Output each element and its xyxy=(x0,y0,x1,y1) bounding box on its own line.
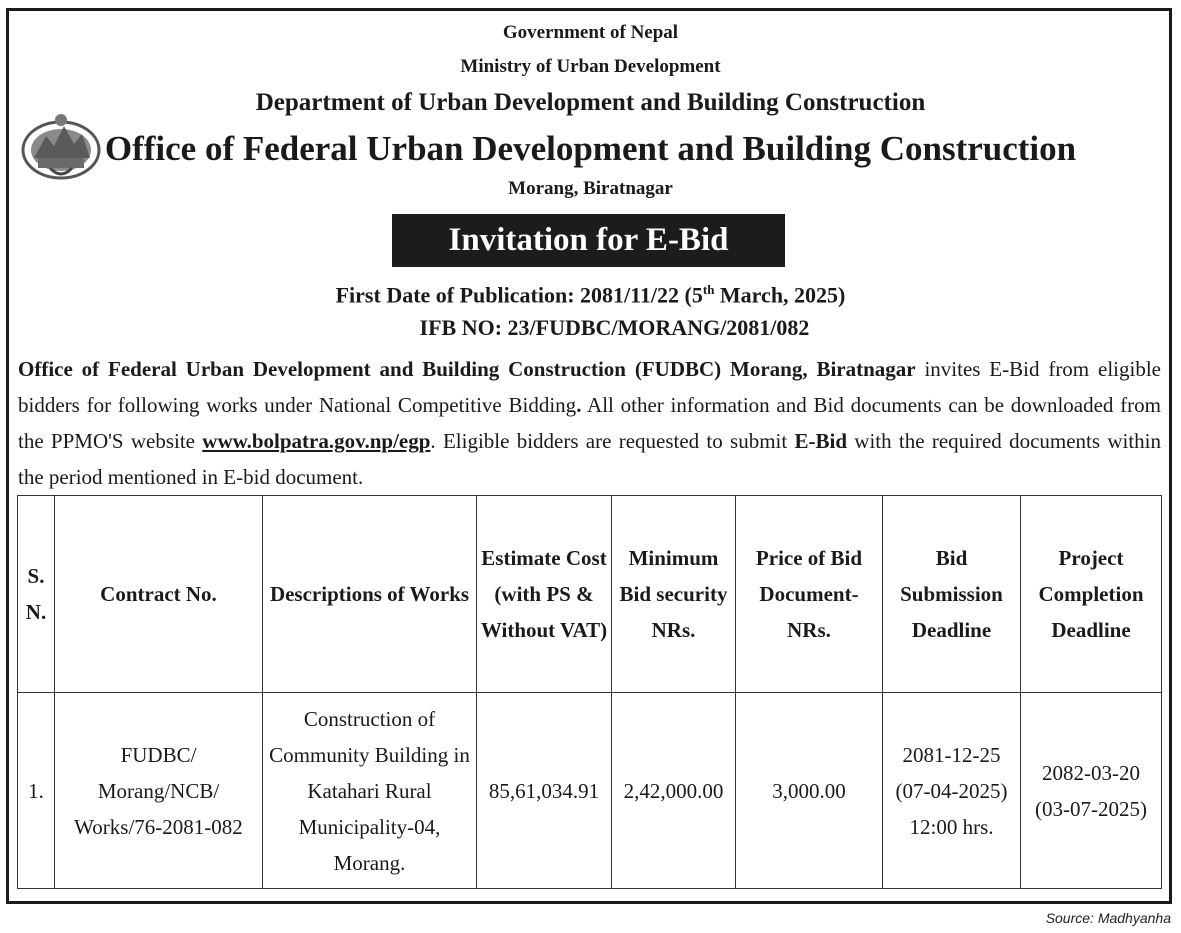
notice-paragraph: Office of Federal Urban Development and Building Construction (FUDBC) Morang, Biratnagar invites E-Bid from eligible bidders for following works under National Competitive Bidding. All other information and Bid documents can be downloaded from the PPMO'S website www.bolpatra.gov.np/egp. Eligible bidders are requested to submit E-Bid with the required documents within the period mentioned in E-bid document. xyxy=(18,357,1161,489)
source-credit: Source: Madhyanha xyxy=(1045,910,1171,926)
cell-sn: 1. xyxy=(18,693,55,889)
cell-bid-security: 2,42,000.00 xyxy=(612,693,736,889)
cell-estimate-cost: 85,61,034.91 xyxy=(477,693,612,889)
cell-completion-deadline: 2082-03-20 (03-07-2025) xyxy=(1021,693,1162,889)
header-sn: S. N. xyxy=(18,496,55,693)
ifb-number: IFB NO: 23/FUDBC/MORANG/2081/082 xyxy=(419,315,810,340)
cell-description: Construction of Community Building in Katahari Rural Municipality-04, Morang. xyxy=(263,693,477,889)
header-document-price: Price of Bid Document-NRs. xyxy=(736,496,883,693)
header-submission-deadline: Bid Submission Deadline xyxy=(883,496,1021,693)
header-estimate-cost: Estimate Cost (with PS & Without VAT) xyxy=(477,496,612,693)
publication-date: First Date of Publication: 2081/11/22 (5th March, 2025) xyxy=(335,282,846,308)
bolpatra-website-link[interactable]: www.bolpatra.gov.np/egp xyxy=(202,429,431,453)
cell-submission-deadline: 2081-12-25 (07-04-2025) 12:00 hrs. xyxy=(883,693,1021,889)
bid-table xyxy=(17,495,1162,889)
cell-document-price: 3,000.00 xyxy=(736,693,883,889)
office-location: Morang, Biratnagar xyxy=(508,178,673,199)
table-row xyxy=(18,693,1162,889)
office-title: Office of Federal Urban Development and Building Construction xyxy=(104,129,1077,168)
header-description: Descriptions of Works xyxy=(263,496,477,693)
ministry-title: Ministry of Urban Development xyxy=(460,56,721,77)
table-header-row xyxy=(18,496,1162,693)
header-contract-no: Contract No. xyxy=(55,496,263,693)
department-title: Department of Urban Development and Building Construction xyxy=(255,89,926,116)
invitation-banner: Invitation for E-Bid xyxy=(392,214,785,267)
cell-contract-no: FUDBC/ Morang/NCB/ Works/76-2081-082 xyxy=(55,693,263,889)
government-title: Government of Nepal xyxy=(502,22,679,43)
header-completion-deadline: Project Completion Deadline xyxy=(1021,496,1162,693)
header-bid-security: Minimum Bid security NRs. xyxy=(612,496,736,693)
